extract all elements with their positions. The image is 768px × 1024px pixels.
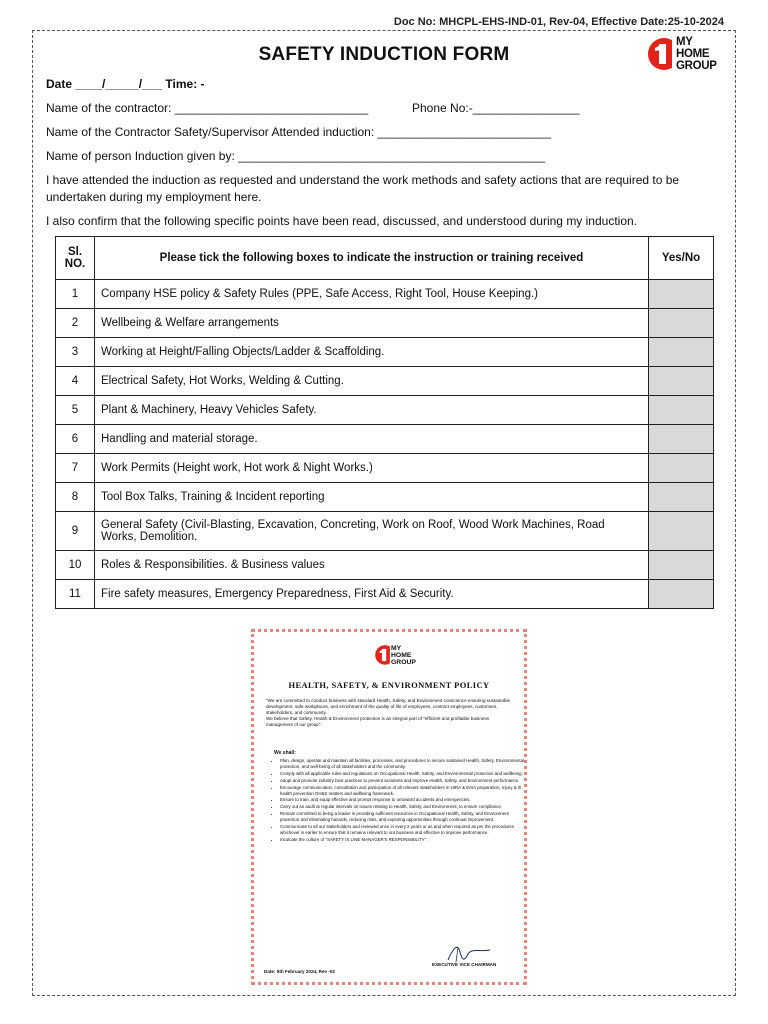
logo-line-1: MY	[391, 645, 402, 652]
doc-number: Doc No: MHCPL-EHS-IND-01, Rev-04, Effective Date:25-10-2024	[393, 16, 724, 28]
logo-line-2: HOME	[391, 652, 412, 659]
yes-no-checkbox[interactable]	[649, 396, 714, 425]
row-number: 11	[56, 580, 95, 609]
induction-by-field[interactable]: Name of person Induction given by: ______________________________________________	[46, 149, 546, 163]
list-item: • Ensure to train, and equip effective and prompt response to untoward accidents and emergencies.	[280, 797, 526, 803]
signature-icon	[444, 942, 494, 964]
list-item: • Encourage communication, consultation and participation of all relevant stakeholders in HIRA & EAIA preparation, Injury & Ill health prevention OH&S matters and wellbeing framework.	[280, 785, 526, 797]
list-item: • Communicate to all our stakeholders and reviewed once in every 2 years or as and when required as per the procedures whichever is earlier to ensure that it remains relevant to our business and effective to improve performance.	[280, 824, 526, 836]
yes-no-checkbox[interactable]	[649, 512, 714, 551]
table-row	[56, 483, 714, 512]
row-number: 5	[56, 396, 95, 425]
company-logo	[646, 34, 736, 76]
declaration-paragraph: I have attended the induction as requested and understand the work methods and safety actions that are required to be undertaken during my employment here.	[46, 173, 680, 204]
row-text: Handling and material storage.	[95, 425, 649, 454]
row-number: 10	[56, 551, 95, 580]
policy-date: Date: 5th February 2024, Rev -02	[264, 969, 335, 974]
policy-bullets	[268, 758, 526, 844]
logo-line-3: GROUP	[676, 60, 717, 72]
row-number: 6	[56, 425, 95, 454]
row-text: Electrical Safety, Hot Works, Welding & Cutting.	[95, 367, 649, 396]
confirmation-paragraph: I also confirm that the following specific points have been read, discussed, and understood during my induction.	[46, 214, 638, 228]
table-row	[56, 280, 714, 309]
row-number: 3	[56, 338, 95, 367]
yes-no-checkbox[interactable]	[649, 338, 714, 367]
row-text: Tool Box Talks, Training & Incident reporting	[95, 483, 649, 512]
header-sl-no: Sl. NO.	[56, 237, 95, 280]
row-number: 7	[56, 454, 95, 483]
logo-line-3: GROUP	[391, 659, 416, 666]
list-item: • Remain committed to being a leader in providing sufficient resources in Occupational Health, Safety, and Environment protection and eliminating hazards, reducing risks, and exploring opportunities through continual improvement.	[280, 811, 526, 823]
list-item: • Inculcate the culture of "SAFETY IS LINE MANAGER'S RESPONSIBILITY".	[280, 837, 526, 843]
row-number: 8	[56, 483, 95, 512]
table-row	[56, 338, 714, 367]
list-item: • Comply with all applicable rules and regulations on Occupational Health, Safety, and Environmental protection and wellbeing.	[280, 771, 526, 777]
table-row	[56, 367, 714, 396]
row-number: 2	[56, 309, 95, 338]
induction-table	[55, 236, 714, 609]
table-row	[56, 580, 714, 609]
table-row	[56, 425, 714, 454]
policy-we-shall: We shall:	[274, 750, 296, 756]
date-time-field[interactable]: Date ____/_____/___ Time: -	[46, 77, 205, 91]
yes-no-checkbox[interactable]	[649, 309, 714, 338]
supervisor-field[interactable]: Name of the Contractor Safety/Supervisor Attended induction: __________________________	[46, 125, 552, 139]
row-text: General Safety (Civil-Blasting, Excavation, Concreting, Work on Roof, Wood Work Machines, Road Works, Demolition.	[95, 512, 649, 551]
header-instruction: Please tick the following boxes to indicate the instruction or training received	[95, 237, 649, 280]
table-row	[56, 309, 714, 338]
policy-intro	[266, 698, 516, 728]
policy-logo-text	[391, 645, 416, 666]
row-number: 9	[56, 512, 95, 551]
yes-no-checkbox[interactable]	[649, 483, 714, 512]
logo-line-1: MY	[676, 36, 693, 48]
list-item: • Plan, design, operate and maintain all facilities, processes, and procedures to secure sustained Health, Safety, Environmental protection, and well-being of all stakeholders and the community.	[280, 758, 526, 770]
table-row	[56, 512, 714, 551]
yes-no-checkbox[interactable]	[649, 580, 714, 609]
row-text: Fire safety measures, Emergency Preparedness, First Aid & Security.	[95, 580, 649, 609]
yes-no-checkbox[interactable]	[649, 280, 714, 309]
row-text: Wellbeing & Welfare arrangements	[95, 309, 649, 338]
policy-intro-1: "We are committed to conduct business with standard Health, Safety, and Environment conscience ensuring sustainable development, safe workplaces, and enrichment of the quality of life of employees, contract employees, customers, stakeholders, and community.	[266, 698, 511, 716]
yes-no-checkbox[interactable]	[649, 454, 714, 483]
policy-intro-2: We believe that Safety, Health & Environment protection is an integral part of "efficient and profitable business management of our group".	[266, 716, 490, 728]
row-text: Roles & Responsibilities. & Business values	[95, 551, 649, 580]
phone-field[interactable]: Phone No:-________________	[412, 101, 580, 115]
row-number: 4	[56, 367, 95, 396]
table-header-row	[56, 237, 714, 280]
row-number: 1	[56, 280, 95, 309]
row-text: Company HSE policy & Safety Rules (PPE, Safe Access, Right Tool, House Keeping.)	[95, 280, 649, 309]
yes-no-checkbox[interactable]	[649, 425, 714, 454]
list-item: • Carry out an audit at regular intervals on issues relating to Health, Safety, and Environment, to ensure compliance.	[280, 804, 526, 810]
header-yes-no: Yes/No	[649, 237, 714, 280]
policy-title: HEALTH, SAFETY, & ENVIRONMENT POLICY	[288, 680, 490, 690]
policy-logo	[374, 644, 434, 670]
row-text: Plant & Machinery, Heavy Vehicles Safety.	[95, 396, 649, 425]
logo-line-2: HOME	[676, 48, 710, 60]
list-item: • Adopt and promote industry best practices to prevent accidents and improve Health, Safety, and Environment performance.	[280, 778, 526, 784]
contractor-name-field[interactable]: Name of the contractor: _____________________________	[46, 101, 369, 115]
logo-text	[676, 36, 717, 72]
form-title: SAFETY INDUCTION FORM	[258, 44, 510, 65]
table-row	[56, 396, 714, 425]
policy-signatory: EXECUTIVE VICE CHAIRMAN	[432, 962, 497, 967]
row-text: Working at Height/Falling Objects/Ladder & Scaffolding.	[95, 338, 649, 367]
hse-policy-image	[251, 629, 527, 985]
yes-no-checkbox[interactable]	[649, 367, 714, 396]
table-row	[56, 454, 714, 483]
table-row	[56, 551, 714, 580]
row-text: Work Permits (Height work, Hot work & Night Works.)	[95, 454, 649, 483]
yes-no-checkbox[interactable]	[649, 551, 714, 580]
